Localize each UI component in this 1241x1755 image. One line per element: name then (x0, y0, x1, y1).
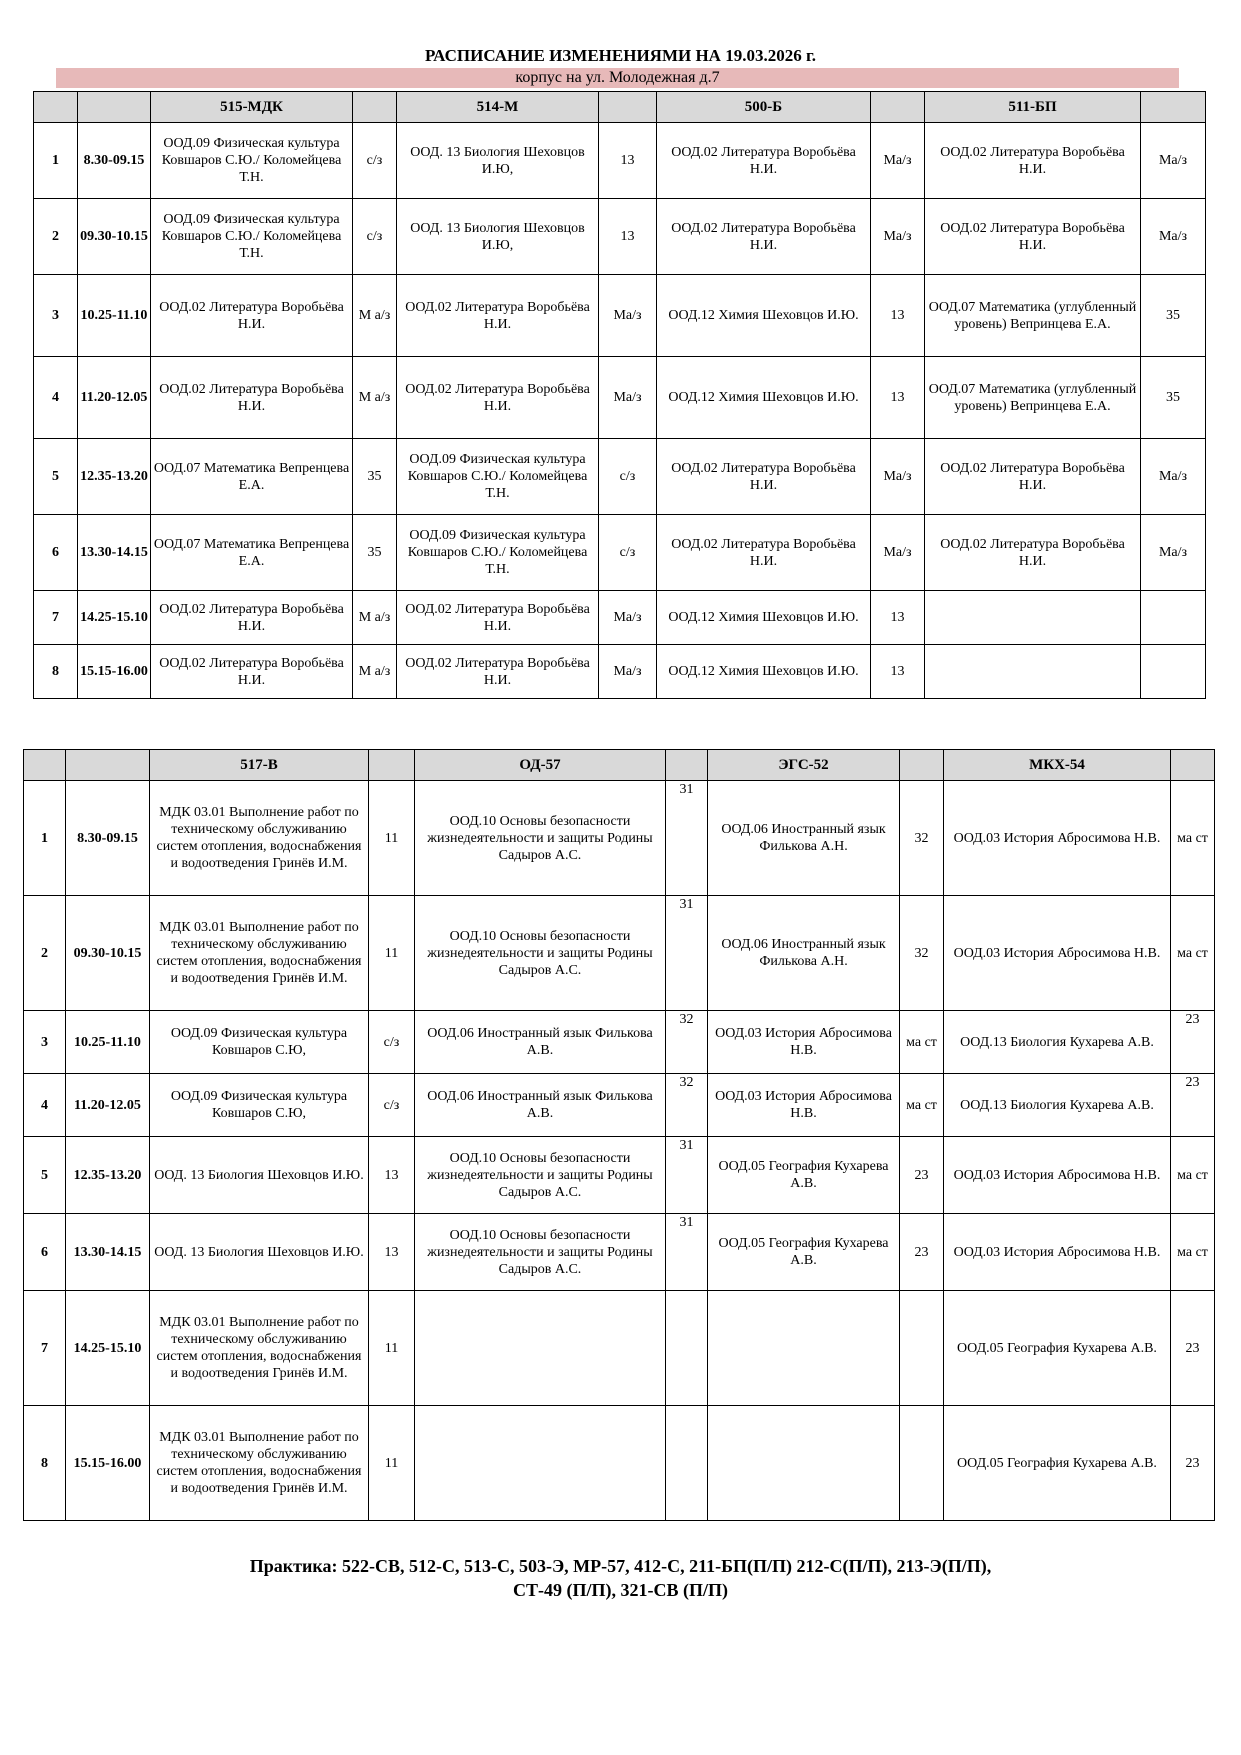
group-header: 515-МДК (151, 92, 353, 123)
subject-cell: ООД.13 Биология Кухарева А.В. (944, 1011, 1171, 1074)
room-cell: Ма/з (871, 439, 925, 515)
group-header: 500-Б (657, 92, 871, 123)
header-empty (599, 92, 657, 123)
room-cell (666, 1406, 708, 1521)
table-header-row (34, 92, 1206, 123)
table-header-row (24, 750, 1215, 781)
subject-cell: ООД.02 Литература Воробьёва Н.И. (657, 515, 871, 591)
room-cell: 13 (369, 1214, 415, 1291)
room-cell: ма ст (1171, 781, 1215, 896)
header-empty (871, 92, 925, 123)
room-cell: 32 (900, 781, 944, 896)
subject-cell: ООД.03 История Абросимова Н.В. (944, 896, 1171, 1011)
header-empty (1171, 750, 1215, 781)
room-cell: ма ст (900, 1011, 944, 1074)
subject-cell: ООД.13 Биология Кухарева А.В. (944, 1074, 1171, 1137)
subject-cell: ООД.03 История Абросимова Н.В. (708, 1074, 900, 1137)
room-cell: 23 (900, 1137, 944, 1214)
table-row (24, 1011, 1215, 1074)
room-cell: М а/з (353, 645, 397, 699)
header-empty (1141, 92, 1206, 123)
subject-cell: ООД.02 Литература Воробьёва Н.И. (925, 199, 1141, 275)
lesson-time: 10.25-11.10 (78, 275, 151, 357)
room-cell: 13 (599, 199, 657, 275)
lesson-number: 6 (24, 1214, 66, 1291)
room-cell: Ма/з (599, 591, 657, 645)
subject-cell: ООД.10 Основы безопасности жизнедеятельности и защиты Родины Садыров А.С. (415, 1137, 666, 1214)
subject-cell: ООД.03 История Абросимова Н.В. (708, 1011, 900, 1074)
room-cell: 31 (666, 1137, 708, 1214)
lesson-number: 7 (34, 591, 78, 645)
table-row (24, 896, 1215, 1011)
header-empty (66, 750, 150, 781)
lesson-number: 7 (24, 1291, 66, 1406)
room-cell: 35 (353, 515, 397, 591)
room-cell: с/з (353, 123, 397, 199)
subject-cell: ООД.02 Литература Воробьёва Н.И. (657, 123, 871, 199)
subject-cell: ООД. 13 Биология Шеховцов И.Ю, (397, 123, 599, 199)
lesson-number: 6 (34, 515, 78, 591)
subject-cell: ООД.02 Литература Воробьёва Н.И. (151, 275, 353, 357)
group-header: ОД-57 (415, 750, 666, 781)
subject-cell: ООД.07 Математика (углубленный уровень) Вепринцева Е.А. (925, 275, 1141, 357)
lesson-time: 14.25-15.10 (78, 591, 151, 645)
room-cell: Ма/з (1141, 515, 1206, 591)
header-empty (369, 750, 415, 781)
lesson-time: 8.30-09.15 (78, 123, 151, 199)
lesson-time: 10.25-11.10 (66, 1011, 150, 1074)
room-cell: Ма/з (871, 123, 925, 199)
subject-cell: ООД.10 Основы безопасности жизнедеятельности и защиты Родины Садыров А.С. (415, 781, 666, 896)
table-row (34, 357, 1206, 439)
subject-cell: ООД.06 Иностранный язык Филькова А.Н. (708, 896, 900, 1011)
room-cell: 23 (1171, 1406, 1215, 1521)
subject-cell: ООД.02 Литература Воробьёва Н.И. (151, 645, 353, 699)
practice-line: Практика: 522-СВ, 512-С, 513-С, 503-Э, МР-57, 412-С, 211-БП(П/П) 212-С(П/П), 213-Э(П/П), (249, 1556, 992, 1576)
lesson-number: 1 (24, 781, 66, 896)
header-empty (666, 750, 708, 781)
table-row (24, 781, 1215, 896)
room-cell: Ма/з (1141, 199, 1206, 275)
room-cell: 13 (871, 275, 925, 357)
table-row (24, 1406, 1215, 1521)
room-cell: 35 (1141, 275, 1206, 357)
lesson-time: 14.25-15.10 (66, 1291, 150, 1406)
subject-cell: ООД.07 Математика (углубленный уровень) Вепринцева Е.А. (925, 357, 1141, 439)
room-cell: 11 (369, 781, 415, 896)
subject-cell: ООД.05 География Кухарева А.В. (708, 1214, 900, 1291)
room-cell: с/з (353, 199, 397, 275)
subject-cell (415, 1406, 666, 1521)
group-header: 514-М (397, 92, 599, 123)
room-cell: 32 (666, 1074, 708, 1137)
subject-cell: ООД.02 Литература Воробьёва Н.И. (657, 439, 871, 515)
subject-cell: ООД.12 Химия Шеховцов И.Ю. (657, 645, 871, 699)
header-empty (900, 750, 944, 781)
lesson-number: 3 (24, 1011, 66, 1074)
subject-cell: ООД.05 География Кухарева А.В. (944, 1406, 1171, 1521)
room-cell: 32 (666, 1011, 708, 1074)
practice-note (0, 1554, 1241, 1602)
room-cell: М а/з (353, 591, 397, 645)
subject-cell: МДК 03.01 Выполнение работ по техническому обслуживанию систем отопления, водоснабжения и водоотведения Гринёв И.М. (150, 896, 369, 1011)
subject-cell: ООД.02 Литература Воробьёва Н.И. (151, 591, 353, 645)
room-cell: Ма/з (871, 515, 925, 591)
subject-cell: ООД.02 Литература Воробьёва Н.И. (925, 123, 1141, 199)
room-cell: ма ст (1171, 1137, 1215, 1214)
room-cell: 13 (871, 645, 925, 699)
room-cell: М а/з (353, 275, 397, 357)
schedule-table-2 (23, 749, 1215, 1521)
lesson-number: 8 (34, 645, 78, 699)
room-cell (900, 1291, 944, 1406)
subject-cell: ООД.07 Математика Вепренцева Е.А. (151, 439, 353, 515)
lesson-number: 4 (34, 357, 78, 439)
subject-cell: ООД.09 Физическая культура Ковшаров С.Ю./ Коломейцева Т.Н. (151, 123, 353, 199)
room-cell: 23 (1171, 1011, 1215, 1074)
room-cell: 23 (1171, 1291, 1215, 1406)
header-empty (34, 92, 78, 123)
subject-cell: ООД.03 История Абросимова Н.В. (944, 1214, 1171, 1291)
room-cell: Ма/з (871, 199, 925, 275)
subject-cell: ООД.06 Иностранный язык Филькова А.Н. (708, 781, 900, 896)
subject-cell: ООД.06 Иностранный язык Филькова А.В. (415, 1011, 666, 1074)
subject-cell: ООД.03 История Абросимова Н.В. (944, 1137, 1171, 1214)
subject-cell (925, 645, 1141, 699)
subject-cell: ООД.09 Физическая культура Ковшаров С.Ю, (150, 1074, 369, 1137)
subject-cell: ООД.12 Химия Шеховцов И.Ю. (657, 275, 871, 357)
lesson-time: 12.35-13.20 (78, 439, 151, 515)
room-cell: с/з (369, 1074, 415, 1137)
group-header: ЭГС-52 (708, 750, 900, 781)
room-cell: М а/з (353, 357, 397, 439)
table-row (34, 123, 1206, 199)
lesson-time: 11.20-12.05 (78, 357, 151, 439)
subject-cell: ООД. 13 Биология Шеховцов И.Ю. (150, 1137, 369, 1214)
subject-cell: ООД.02 Литература Воробьёва Н.И. (397, 645, 599, 699)
table-row (34, 199, 1206, 275)
lesson-time: 11.20-12.05 (66, 1074, 150, 1137)
subject-cell: ООД.02 Литература Воробьёва Н.И. (397, 357, 599, 439)
subject-cell: МДК 03.01 Выполнение работ по техническому обслуживанию систем отопления, водоснабжения и водоотведения Гринёв И.М. (150, 1291, 369, 1406)
table-row (34, 275, 1206, 357)
room-cell: Ма/з (1141, 123, 1206, 199)
room-cell: 13 (871, 357, 925, 439)
subject-cell: МДК 03.01 Выполнение работ по техническому обслуживанию систем отопления, водоснабжения и водоотведения Гринёв И.М. (150, 781, 369, 896)
subject-cell (415, 1291, 666, 1406)
room-cell: 35 (353, 439, 397, 515)
subject-cell: ООД.05 География Кухарева А.В. (944, 1291, 1171, 1406)
table-row (24, 1214, 1215, 1291)
subject-cell (708, 1291, 900, 1406)
room-cell: 31 (666, 1214, 708, 1291)
room-cell: Ма/з (1141, 439, 1206, 515)
lesson-time: 09.30-10.15 (66, 896, 150, 1011)
room-cell: с/з (599, 439, 657, 515)
room-cell: с/з (369, 1011, 415, 1074)
subject-cell: ООД.09 Физическая культура Ковшаров С.Ю./ Коломейцева Т.Н. (151, 199, 353, 275)
subject-cell: ООД.09 Физическая культура Ковшаров С.Ю./ Коломейцева Т.Н. (397, 439, 599, 515)
room-cell: ма ст (1171, 896, 1215, 1011)
lesson-number: 3 (34, 275, 78, 357)
subject-cell: ООД.02 Литература Воробьёва Н.И. (397, 275, 599, 357)
lesson-time: 13.30-14.15 (78, 515, 151, 591)
lesson-number: 8 (24, 1406, 66, 1521)
group-header: 511-БП (925, 92, 1141, 123)
lesson-time: 15.15-16.00 (78, 645, 151, 699)
room-cell: 13 (369, 1137, 415, 1214)
room-cell: 11 (369, 1291, 415, 1406)
subject-cell: ООД.09 Физическая культура Ковшаров С.Ю./ Коломейцева Т.Н. (397, 515, 599, 591)
lesson-number: 1 (34, 123, 78, 199)
group-header: 517-В (150, 750, 369, 781)
subject-cell: ООД.02 Литература Воробьёва Н.И. (657, 199, 871, 275)
room-cell: ма ст (900, 1074, 944, 1137)
lesson-time: 15.15-16.00 (66, 1406, 150, 1521)
lesson-number: 2 (34, 199, 78, 275)
room-cell: 23 (900, 1214, 944, 1291)
room-cell: 13 (871, 591, 925, 645)
practice-line: СТ-49 (П/П), 321-СВ (П/П) (513, 1580, 728, 1600)
schedule-table-1 (33, 91, 1206, 699)
lesson-time: 13.30-14.15 (66, 1214, 150, 1291)
table-row (24, 1074, 1215, 1137)
subject-cell (925, 591, 1141, 645)
subject-cell: ООД. 13 Биология Шеховцов И.Ю. (150, 1214, 369, 1291)
subject-cell: ООД. 13 Биология Шеховцов И.Ю, (397, 199, 599, 275)
table-row (34, 645, 1206, 699)
subject-cell: МДК 03.01 Выполнение работ по техническому обслуживанию систем отопления, водоснабжения и водоотведения Гринёв И.М. (150, 1406, 369, 1521)
header-empty (24, 750, 66, 781)
room-cell: 35 (1141, 357, 1206, 439)
room-cell: 32 (900, 896, 944, 1011)
subject-cell: ООД.03 История Абросимова Н.В. (944, 781, 1171, 896)
lesson-time: 12.35-13.20 (66, 1137, 150, 1214)
subject-cell: ООД.10 Основы безопасности жизнедеятельности и защиты Родины Садыров А.С. (415, 896, 666, 1011)
room-cell: Ма/з (599, 357, 657, 439)
room-cell (666, 1291, 708, 1406)
lesson-number: 5 (34, 439, 78, 515)
table-row (34, 591, 1206, 645)
room-cell: Ма/з (599, 645, 657, 699)
lesson-number: 5 (24, 1137, 66, 1214)
room-cell: 11 (369, 1406, 415, 1521)
room-cell (900, 1406, 944, 1521)
page-title: РАСПИСАНИЕ ИЗМЕНЕНИЯМИ НА 19.03.2026 г. (424, 46, 817, 65)
lesson-time: 09.30-10.15 (78, 199, 151, 275)
lesson-time: 8.30-09.15 (66, 781, 150, 896)
subject-cell: ООД.02 Литература Воробьёва Н.И. (925, 439, 1141, 515)
subject-cell: ООД.12 Химия Шеховцов И.Ю. (657, 357, 871, 439)
subject-cell: ООД.02 Литература Воробьёва Н.И. (925, 515, 1141, 591)
subject-cell: ООД.05 География Кухарева А.В. (708, 1137, 900, 1214)
header-empty (78, 92, 151, 123)
room-cell: Ма/з (599, 275, 657, 357)
lesson-number: 4 (24, 1074, 66, 1137)
subject-cell: ООД.02 Литература Воробьёва Н.И. (397, 591, 599, 645)
room-cell (1141, 645, 1206, 699)
lesson-number: 2 (24, 896, 66, 1011)
table-row (34, 439, 1206, 515)
room-cell: 31 (666, 781, 708, 896)
subject-cell (708, 1406, 900, 1521)
room-cell: 23 (1171, 1074, 1215, 1137)
table-row (24, 1137, 1215, 1214)
subject-cell: ООД.12 Химия Шеховцов И.Ю. (657, 591, 871, 645)
page-subtitle: корпус на ул. Молодежная д.7 (56, 68, 1179, 88)
subject-cell: ООД.07 Математика Вепренцева Е.А. (151, 515, 353, 591)
room-cell (1141, 591, 1206, 645)
room-cell: 31 (666, 896, 708, 1011)
room-cell: с/з (599, 515, 657, 591)
group-header: МКХ-54 (944, 750, 1171, 781)
room-cell: ма ст (1171, 1214, 1215, 1291)
room-cell: 11 (369, 896, 415, 1011)
subject-cell: ООД.02 Литература Воробьёва Н.И. (151, 357, 353, 439)
header-empty (353, 92, 397, 123)
table-row (34, 515, 1206, 591)
subject-cell: ООД.06 Иностранный язык Филькова А.В. (415, 1074, 666, 1137)
room-cell: 13 (599, 123, 657, 199)
subject-cell: ООД.10 Основы безопасности жизнедеятельности и защиты Родины Садыров А.С. (415, 1214, 666, 1291)
subject-cell: ООД.09 Физическая культура Ковшаров С.Ю, (150, 1011, 369, 1074)
table-row (24, 1291, 1215, 1406)
